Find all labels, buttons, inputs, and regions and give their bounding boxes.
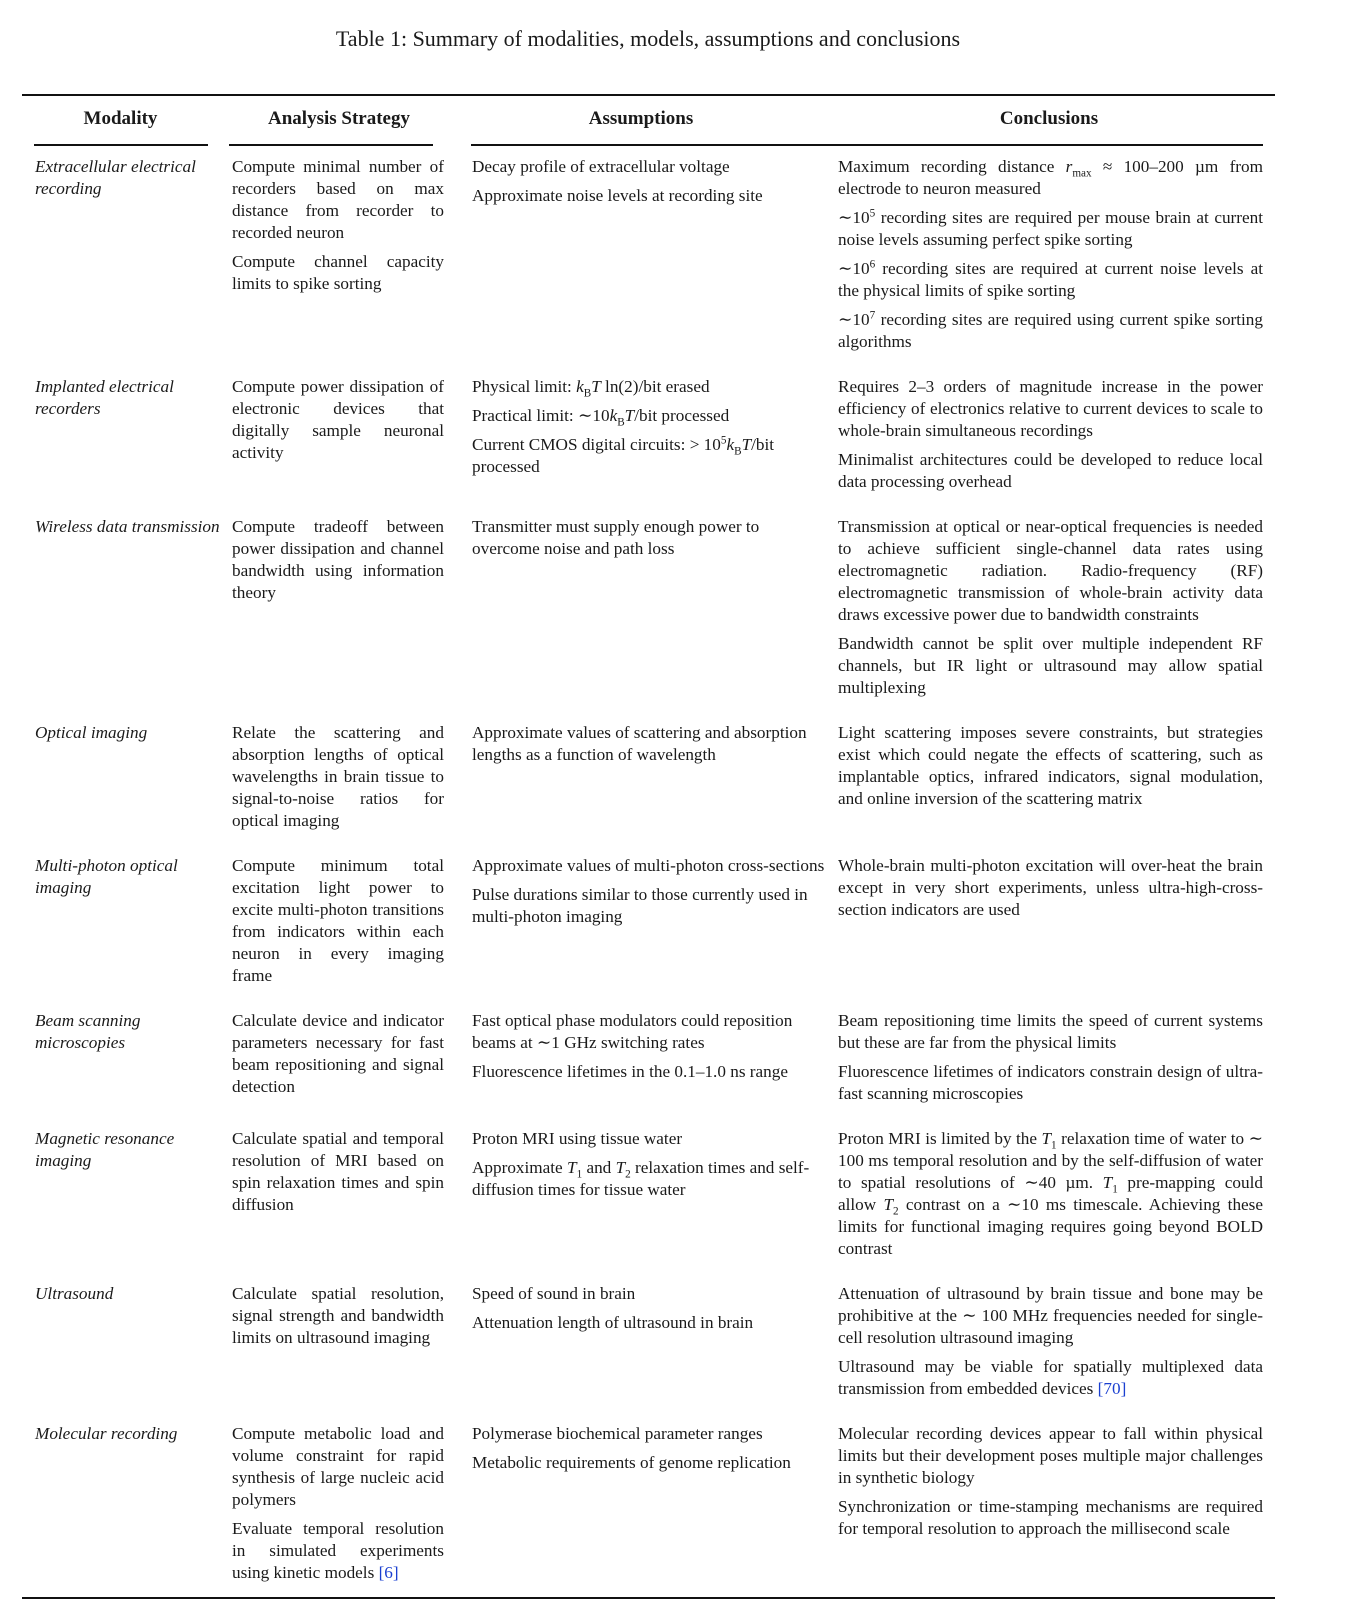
- cell-paragraph: Fluorescence lifetimes of indicators constrain design of ultra-fast scanning microscopies: [838, 1062, 1263, 1103]
- assumptions-cell: [470, 1423, 834, 1591]
- strategy-cell: [232, 722, 470, 839]
- cell-paragraph: Attenuation of ultrasound by brain tissue and bone may be prohibitive at the ∼ 100 MHz frequencies needed for single-cell resolution ultrasound imaging: [838, 1284, 1263, 1347]
- modality-cell: Optical imaging: [35, 723, 148, 742]
- cell-paragraph: Transmitter must supply enough power to overcome noise and path loss: [472, 517, 760, 558]
- strategy-cell: [232, 516, 470, 706]
- cell-paragraph: Light scattering imposes severe constraints, but strategies exist which could negate the effects of scattering, such as implantable optics, infrared indicators, signal modulation, and online inversion of the scattering matrix: [838, 723, 1263, 808]
- modality-cell: Beam scanning microscopies: [35, 1011, 141, 1052]
- conclusions-cell: [834, 376, 1275, 500]
- table-row: [22, 1118, 1275, 1273]
- modality-cell: Multi-photon optical imaging: [35, 856, 178, 897]
- cell-paragraph: $\sim 10^6$ recording sites are required at current noise levels at the physical limits of spike sorting: [838, 258, 1263, 300]
- strategy-cell: [232, 1283, 470, 1407]
- cell-paragraph: Approximate $T_1$ and $T_2$ relaxation times and self-diffusion times for tissue water: [472, 1158, 810, 1199]
- conclusions-cell: [834, 1010, 1275, 1112]
- conclusions-cell: [834, 1283, 1275, 1407]
- cell-paragraph: Fast optical phase modulators could reposition beams at ∼1 GHz switching rates: [472, 1011, 793, 1052]
- cell-paragraph: Maximum recording distance $r_{max} \approx 100-200$ µm from electrode to neuron measured: [838, 157, 1263, 198]
- cell-paragraph: Bandwidth cannot be split over multiple independent RF channels, but IR light or ultrasound may allow spatial multiplexing: [838, 634, 1263, 697]
- table-row: [22, 506, 1275, 712]
- cell-paragraph: Compute minimal number of recorders based on max distance from recorder to recorded neuron: [232, 157, 444, 242]
- table-body: [22, 146, 1275, 1597]
- conclusions-cell: [834, 855, 1275, 994]
- cell-paragraph: Approximate noise levels at recording site: [472, 186, 763, 205]
- strategy-cell: [232, 855, 470, 994]
- table-header: [22, 96, 1275, 146]
- assumptions-cell: [470, 722, 834, 839]
- assumptions-cell: [470, 156, 834, 360]
- citation-link[interactable]: [6]: [378, 1563, 399, 1582]
- assumptions-cell: [470, 855, 834, 994]
- strategy-cell: [232, 376, 470, 500]
- strategy-cell: [232, 1128, 470, 1267]
- conclusions-cell: [834, 722, 1275, 839]
- cell-paragraph: Calculate device and indicator parameters necessary for fast beam repositioning and signal detection: [232, 1011, 444, 1096]
- table-caption: Table 1: Summary of modalities, models, assumptions and conclusions: [335, 26, 961, 51]
- cell-paragraph: $\sim 10^7$ recording sites are required using current spike sorting algorithms: [838, 309, 1263, 351]
- table-row: [22, 146, 1275, 366]
- cell-paragraph: Proton MRI is limited by the $T_1$ relaxation time of water to ∼ 100 ms temporal resolution and by the self-diffusion of water to spatial resolutions of ∼40 µm. $T_1$ pre-mapping could allow $T_2$ contrast on a ∼10 ms timescale. Achieving these limits for functional imaging requires going beyond BOLD contrast: [838, 1129, 1263, 1258]
- cell-paragraph: Practical limit: $\sim 10k_BT$/bit processed: [472, 406, 730, 429]
- assumptions-cell: [470, 1283, 834, 1407]
- assumptions-cell: [470, 516, 834, 706]
- cell-paragraph: Minimalist architectures could be developed to reduce local data processing overhead: [838, 450, 1263, 491]
- cell-paragraph: Ultrasound may be viable for spatially multiplexed data transmission from embedded devices [70]: [838, 1357, 1263, 1398]
- cell-paragraph: Evaluate temporal resolution in simulated experiments using kinetic models [6]: [232, 1519, 444, 1582]
- cell-paragraph: Relate the scattering and absorption lengths of optical wavelengths in brain tissue to signal-to-noise ratios for optical imaging: [232, 723, 444, 830]
- table-row: [22, 712, 1275, 845]
- table-row: [22, 845, 1275, 1000]
- strategy-cell: [232, 1010, 470, 1112]
- modality-cell: Molecular recording: [35, 1424, 178, 1443]
- cell-paragraph: Compute metabolic load and volume constraint for rapid synthesis of large nucleic acid polymers: [232, 1424, 444, 1509]
- cell-paragraph: Compute minimum total excitation light power to excite multi-photon transitions from indicators within each neuron in every imaging frame: [232, 856, 444, 985]
- assumptions-cell: [470, 376, 834, 500]
- cell-paragraph: Molecular recording devices appear to fall within physical limits but their development poses multiple major challenges in synthetic biology: [838, 1424, 1263, 1487]
- table-row: [22, 1273, 1275, 1413]
- header-conclusions: Conclusions: [823, 96, 1275, 146]
- cell-paragraph: Fluorescence lifetimes in the 0.1–1.0 ns range: [472, 1062, 788, 1081]
- assumptions-cell: [470, 1128, 834, 1267]
- cell-paragraph: Physical limit: $k_BT$ ln(2)/bit erased: [472, 377, 710, 400]
- modality-cell: Ultrasound: [35, 1284, 114, 1303]
- cell-paragraph: Calculate spatial resolution, signal strength and bandwidth limits on ultrasound imaging: [232, 1284, 444, 1347]
- cell-paragraph: Speed of sound in brain: [472, 1284, 636, 1303]
- cell-paragraph: Transmission at optical or near-optical frequencies is needed to achieve sufficient single-channel data rates using electromagnetic radiation. Radio-frequency (RF) electromagnetic transmission of whole-brain activity data draws excessive power due to bandwidth constraints: [838, 517, 1263, 624]
- conclusions-cell: [834, 156, 1275, 360]
- cell-paragraph: Beam repositioning time limits the speed of current systems but these are far from the physical limits: [838, 1011, 1263, 1052]
- conclusions-cell: [834, 1128, 1275, 1267]
- header-modality: Modality: [22, 96, 219, 146]
- cell-paragraph: Attenuation length of ultrasound in brain: [472, 1313, 754, 1332]
- assumptions-cell: [470, 1010, 834, 1112]
- modality-cell: Wireless data transmission: [35, 517, 220, 536]
- cell-paragraph: Whole-brain multi-photon excitation will over-heat the brain except in very short experiments, unless ultra-high-cross-section indicators are used: [838, 856, 1263, 919]
- cell-paragraph: Approximate values of scattering and absorption lengths as a function of wavelength: [472, 723, 807, 764]
- cell-paragraph: Calculate spatial and temporal resolution of MRI based on spin relaxation times and spin diffusion: [232, 1129, 444, 1214]
- cell-paragraph: Approximate values of multi-photon cross-sections: [472, 856, 825, 875]
- cell-paragraph: Decay profile of extracellular voltage: [472, 157, 730, 176]
- conclusions-cell: [834, 516, 1275, 706]
- cell-paragraph: Compute channel capacity limits to spike sorting: [232, 252, 444, 293]
- strategy-cell: [232, 156, 470, 360]
- modality-cell: Magnetic resonance imaging: [35, 1129, 175, 1170]
- cell-paragraph: Compute power dissipation of electronic devices that digitally sample neuronal activity: [232, 377, 444, 462]
- cell-paragraph: Requires 2–3 orders of magnitude increase in the power efficiency of electronics relative to current devices to scale to whole-brain simultaneous recordings: [838, 377, 1263, 440]
- table-row: [22, 1413, 1275, 1597]
- cell-paragraph: Metabolic requirements of genome replication: [472, 1453, 791, 1472]
- cell-paragraph: Synchronization or time-stamping mechanisms are required for temporal resolution to approach the millisecond scale: [838, 1497, 1263, 1538]
- cell-paragraph: Current CMOS digital circuits: > $10^5k_BT$/bit processed: [472, 434, 775, 476]
- summary-table: [22, 94, 1275, 1599]
- conclusions-cell: [834, 1423, 1275, 1591]
- modality-cell: Extracellular electrical recording: [35, 157, 196, 198]
- cell-paragraph: $\sim 10^5$ recording sites are required per mouse brain at current noise levels assuming perfect spike sorting: [838, 207, 1263, 249]
- strategy-cell: [232, 1423, 470, 1591]
- table-row: [22, 366, 1275, 506]
- modality-cell: Implanted electrical recorders: [35, 377, 174, 418]
- cell-paragraph: Compute tradeoff between power dissipation and channel bandwidth using information theory: [232, 517, 444, 602]
- table-row: [22, 1000, 1275, 1118]
- header-assumptions: Assumptions: [459, 96, 823, 146]
- cell-paragraph: Pulse durations similar to those currently used in multi-photon imaging: [472, 885, 808, 926]
- cell-paragraph: Proton MRI using tissue water: [472, 1129, 683, 1148]
- cell-paragraph: Polymerase biochemical parameter ranges: [472, 1424, 763, 1443]
- citation-link[interactable]: [70]: [1097, 1379, 1127, 1398]
- header-analysis-strategy: Analysis Strategy: [219, 96, 459, 146]
